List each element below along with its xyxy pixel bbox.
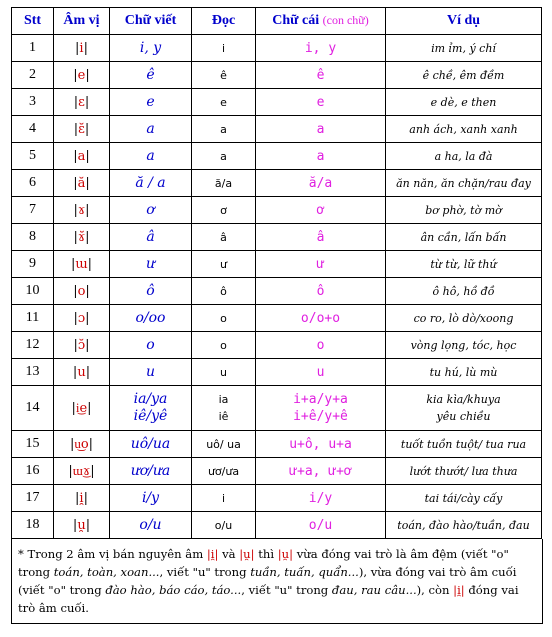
phoneme-symbol: i͜e: [75, 401, 88, 416]
header-chu-viet: Chữ viết: [110, 8, 192, 35]
cell-stt: 17: [12, 485, 54, 512]
cell-doc: [192, 251, 256, 278]
cell-vi-du: [386, 359, 542, 386]
cell-chu-cai: [256, 224, 386, 251]
cell-am-vi: [54, 251, 110, 278]
cell-doc-line: â: [220, 230, 227, 244]
table-row: [12, 305, 542, 332]
cell-chu-cai-line: i+a/y+a: [293, 392, 348, 407]
phoneme-symbol: i: [79, 40, 84, 56]
cell-chu-cai: [256, 278, 386, 305]
cell-vi-du-line: tu hú, lù mù: [429, 365, 498, 379]
bar-right: |: [85, 310, 90, 326]
cell-chu-cai: [256, 359, 386, 386]
cell-chu-cai-line: o/u: [308, 517, 333, 533]
cell-chu-viet-line: o/u: [139, 516, 162, 533]
bar-right: |: [88, 437, 94, 452]
note-symbol-2: |u̯|: [239, 547, 255, 561]
table-row: [12, 143, 542, 170]
cell-vi-du-line: bơ phờ, tờ mờ: [425, 203, 502, 217]
cell-am-vi: [54, 116, 110, 143]
header-am-vi: Âm vị: [54, 8, 110, 35]
cell-doc: [192, 386, 256, 431]
cell-am-vi: [54, 512, 110, 539]
phoneme-symbol: ă: [77, 175, 86, 191]
cell-chu-cai-line: o: [316, 337, 325, 353]
bar-left: |: [73, 202, 78, 218]
bar-left: |: [75, 490, 80, 506]
cell-am-vi: [54, 305, 110, 332]
header-stt: Stt: [12, 8, 54, 35]
cell-chu-viet-line: â: [146, 228, 155, 245]
cell-stt: 7: [12, 197, 54, 224]
cell-chu-viet-line: ô: [146, 282, 155, 299]
bar-left: |: [69, 437, 75, 452]
cell-am-vi: [54, 224, 110, 251]
bar-right: |: [85, 337, 90, 353]
bar-left: |: [72, 364, 78, 380]
bar-right: |: [83, 40, 88, 56]
cell-vi-du: [386, 224, 542, 251]
cell-doc: [192, 512, 256, 539]
note-example-2: tuần, tuấn, quẩn...: [250, 565, 359, 579]
cell-doc: [192, 170, 256, 197]
cell-vi-du: [386, 251, 542, 278]
cell-chu-viet-line: i, y: [139, 39, 162, 56]
cell-doc-line: ư: [220, 257, 227, 271]
phoneme-symbol: i̯: [79, 490, 84, 506]
cell-doc-line: a: [220, 122, 227, 136]
cell-am-vi: [54, 197, 110, 224]
cell-chu-viet: [110, 143, 192, 170]
header-row: [12, 8, 542, 35]
bar-left: |: [73, 229, 78, 245]
note-symbol-4: |i̯|: [453, 583, 465, 597]
table-row: [12, 512, 542, 539]
header-chu-cai: [256, 8, 386, 35]
cell-chu-viet: [110, 224, 192, 251]
cell-chu-viet: [110, 359, 192, 386]
cell-doc-line: o: [220, 338, 227, 352]
header-chu-cai-label: Chữ cái: [272, 13, 320, 28]
cell-chu-viet-line: a: [146, 120, 155, 137]
cell-vi-du: [386, 512, 542, 539]
cell-vi-du-line: vòng lọng, tóc, học: [410, 338, 517, 352]
cell-vi-du-line: tuốt tuồn tuột/ tua rua: [400, 437, 527, 451]
cell-chu-cai-line: ơ: [316, 202, 325, 218]
cell-chu-viet-line: iê/yê: [133, 408, 168, 424]
cell-chu-cai-line: u+ô, u+a: [289, 436, 352, 452]
table-row: [12, 359, 542, 386]
cell-chu-viet: [110, 278, 192, 305]
cell-chu-cai-line: ư+a, ư+ơ: [289, 463, 352, 479]
bar-right: |: [85, 364, 91, 380]
cell-chu-viet-line: ê: [146, 66, 155, 83]
cell-chu-viet: [110, 116, 192, 143]
bar-left: |: [73, 337, 78, 353]
cell-vi-du-line: co ro, lò dò/xoong: [413, 311, 514, 325]
cell-chu-cai-line: i, y: [304, 40, 337, 56]
cell-chu-cai: [256, 62, 386, 89]
cell-vi-du: [386, 458, 542, 485]
cell-vi-du-line: a ha, la đà: [434, 149, 493, 163]
table-row: [12, 62, 542, 89]
cell-chu-cai-line: i+ê/y+ê: [293, 409, 348, 424]
cell-chu-viet: [110, 458, 192, 485]
phoneme-symbol: e: [77, 67, 86, 83]
cell-am-vi: [54, 386, 110, 431]
cell-stt: 8: [12, 224, 54, 251]
cell-chu-viet: [110, 251, 192, 278]
cell-chu-cai-line: o/o+o: [300, 310, 341, 326]
cell-doc-line: ia: [218, 393, 229, 406]
phoneme-symbol: u: [77, 364, 86, 380]
cell-doc-line: ơ: [220, 203, 227, 217]
cell-vi-du-line: ân cần, lấn bấn: [420, 230, 507, 244]
cell-doc: [192, 458, 256, 485]
cell-chu-viet-line: ia/ya: [133, 391, 168, 407]
bar-left: |: [73, 175, 78, 191]
cell-chu-viet: [110, 89, 192, 116]
footnote: [11, 539, 543, 624]
cell-vi-du: [386, 431, 542, 458]
cell-chu-viet-line: o/oo: [135, 309, 166, 326]
cell-stt: 14: [12, 386, 54, 431]
bar-right: |: [85, 67, 90, 83]
cell-am-vi: [54, 170, 110, 197]
table-row: [12, 485, 542, 512]
cell-chu-cai: [256, 332, 386, 359]
header-doc: Đọc: [192, 8, 256, 35]
cell-chu-cai-line: u: [316, 364, 325, 380]
cell-chu-cai: [256, 197, 386, 224]
cell-doc: [192, 431, 256, 458]
table-row: [12, 251, 542, 278]
table-row: [12, 170, 542, 197]
cell-doc: [192, 62, 256, 89]
cell-vi-du-line: yêu chiều: [436, 410, 491, 423]
cell-chu-cai: [256, 170, 386, 197]
cell-am-vi: [54, 143, 110, 170]
bar-right: |: [85, 229, 90, 245]
cell-doc-line: ă/a: [214, 176, 233, 190]
cell-chu-cai: [256, 458, 386, 485]
cell-chu-cai-line: a: [316, 148, 325, 164]
cell-chu-viet-line: o: [146, 336, 155, 353]
phoneme-symbol: ɯ: [75, 256, 88, 272]
cell-vi-du-line: ê chề, êm đềm: [422, 68, 505, 82]
cell-vi-du: [386, 143, 542, 170]
cell-doc: [192, 143, 256, 170]
cell-vi-du: [386, 89, 542, 116]
phoneme-symbol: o: [77, 283, 86, 299]
bar-right: |: [85, 202, 90, 218]
cell-doc-line: i: [221, 41, 226, 55]
table-row: [12, 458, 542, 485]
phoneme-symbol: u̯: [77, 517, 86, 533]
note-symbol-1: |i̯|: [206, 547, 219, 561]
phoneme-symbol: ɛ̆: [78, 121, 85, 137]
phoneme-symbol: ɤ: [77, 202, 86, 218]
cell-doc: [192, 197, 256, 224]
table-row: [12, 224, 542, 251]
table-row: [12, 431, 542, 458]
cell-chu-cai: [256, 485, 386, 512]
cell-chu-viet-line: ư: [145, 255, 156, 272]
cell-doc-line: o/u: [214, 518, 233, 532]
cell-chu-viet-line: e: [146, 93, 155, 110]
cell-chu-viet: [110, 431, 192, 458]
cell-doc-line: u: [220, 365, 227, 379]
bar-left: |: [70, 256, 76, 272]
cell-vi-du-line: từ từ, lữ thứ: [430, 257, 497, 271]
table-row: [12, 197, 542, 224]
vowel-phoneme-table: [11, 7, 542, 539]
cell-chu-cai-line: e: [316, 94, 325, 110]
cell-doc: [192, 359, 256, 386]
cell-stt: 16: [12, 458, 54, 485]
bar-right: |: [87, 401, 92, 416]
cell-doc: [192, 35, 256, 62]
cell-stt: 2: [12, 62, 54, 89]
cell-doc-line: ê: [220, 68, 227, 82]
note-text-8: ), còn: [416, 583, 454, 597]
cell-doc: [192, 332, 256, 359]
cell-stt: 5: [12, 143, 54, 170]
cell-chu-viet: [110, 485, 192, 512]
header-vi-du: Ví dụ: [386, 8, 542, 35]
cell-am-vi: [54, 458, 110, 485]
cell-chu-cai: [256, 251, 386, 278]
cell-doc: [192, 485, 256, 512]
cell-vi-du-line: ô hô, hồ đồ: [432, 284, 495, 298]
table-body: [12, 35, 542, 539]
cell-chu-cai: [256, 116, 386, 143]
cell-am-vi: [54, 62, 110, 89]
cell-stt: 4: [12, 116, 54, 143]
cell-chu-cai: [256, 431, 386, 458]
phoneme-symbol: u͜o: [74, 437, 89, 452]
bar-left: |: [72, 517, 78, 533]
cell-chu-viet: [110, 170, 192, 197]
cell-vi-du: [386, 116, 542, 143]
bar-right: |: [90, 464, 95, 479]
cell-stt: 18: [12, 512, 54, 539]
table-row: [12, 35, 542, 62]
bar-left: |: [71, 401, 76, 416]
cell-am-vi: [54, 89, 110, 116]
cell-vi-du: [386, 35, 542, 62]
cell-am-vi: [54, 431, 110, 458]
cell-chu-viet: [110, 197, 192, 224]
cell-chu-viet-line: uô/ua: [130, 435, 171, 452]
note-text-2: và: [218, 547, 240, 561]
cell-chu-viet: [110, 62, 192, 89]
cell-doc-line: uô/ ua: [206, 437, 241, 451]
cell-am-vi: [54, 278, 110, 305]
phoneme-symbol: a: [77, 148, 86, 164]
bar-right: |: [84, 121, 90, 137]
cell-stt: 9: [12, 251, 54, 278]
cell-vi-du-line: anh ách, xanh xanh: [409, 122, 518, 136]
note-text-4: vừa đóng vai trò là âm đệm (viết "o" trong: [18, 547, 509, 579]
cell-vi-du: [386, 332, 542, 359]
table-row: [12, 332, 542, 359]
bar-right: |: [85, 517, 91, 533]
cell-vi-du-line: tai tái/cày cấy: [424, 491, 503, 505]
note-symbol-3: |u̯|: [277, 547, 294, 561]
cell-chu-viet: [110, 386, 192, 431]
cell-chu-viet-line: u: [145, 363, 156, 380]
cell-chu-viet: [110, 35, 192, 62]
bar-left: |: [68, 464, 73, 479]
cell-stt: 15: [12, 431, 54, 458]
cell-am-vi: [54, 485, 110, 512]
cell-am-vi: [54, 35, 110, 62]
cell-vi-du-line: toán, đào hào/tuần, đau: [397, 518, 530, 532]
bar-right: |: [83, 490, 88, 506]
cell-doc: [192, 305, 256, 332]
bar-right: |: [85, 283, 90, 299]
table-row: [12, 278, 542, 305]
cell-vi-du: [386, 197, 542, 224]
cell-vi-du-line: lướt thướt/ lưa thưa: [409, 464, 518, 478]
table-row: [12, 386, 542, 431]
cell-chu-viet-line: ươ/ưa: [130, 462, 171, 479]
cell-chu-cai: [256, 143, 386, 170]
table-row: [12, 116, 542, 143]
bar-left: |: [73, 283, 78, 299]
cell-vi-du-line: ăn năn, ăn chặn/rau đay: [396, 176, 531, 190]
cell-chu-viet: [110, 512, 192, 539]
cell-chu-cai: [256, 89, 386, 116]
cell-chu-viet-line: i/y: [141, 489, 160, 506]
note-example-4: đau, rau câu...: [331, 583, 417, 597]
cell-chu-viet: [110, 305, 192, 332]
note-example-3: đào hào, báo cáo, táo...: [105, 583, 242, 597]
cell-am-vi: [54, 332, 110, 359]
cell-doc: [192, 224, 256, 251]
bar-left: |: [73, 67, 78, 83]
cell-vi-du: [386, 62, 542, 89]
bar-left: |: [73, 121, 79, 137]
table-row: [12, 89, 542, 116]
cell-chu-viet: [110, 332, 192, 359]
note-text-6: ), vừa đóng vai trò âm cuối (viết "o" trong: [18, 565, 517, 597]
phoneme-symbol: ɔ̆: [77, 337, 86, 353]
cell-stt: 13: [12, 359, 54, 386]
note-text-3: thì: [254, 547, 278, 561]
bar-left: |: [73, 148, 78, 164]
note-text-9: đóng vai trò âm cuối.: [18, 583, 519, 615]
cell-chu-cai: [256, 35, 386, 62]
cell-vi-du-line: e dè, e then: [430, 95, 497, 109]
phoneme-symbol: ɔ: [77, 310, 86, 326]
cell-doc: [192, 89, 256, 116]
note-text-7: , viết "u" trong: [241, 583, 332, 597]
note-example-1: toán, toàn, xoan...: [53, 565, 160, 579]
bar-right: |: [85, 175, 90, 191]
cell-doc-line: i: [221, 491, 226, 505]
cell-chu-viet-line: ă / a: [135, 174, 166, 191]
cell-am-vi: [54, 359, 110, 386]
cell-chu-cai: [256, 386, 386, 431]
header-chu-cai-note: (con chữ): [322, 13, 369, 27]
bar-left: |: [73, 94, 79, 110]
phoneme-symbol: ɛ: [78, 94, 85, 110]
cell-doc: [192, 116, 256, 143]
note-text-1: * Trong 2 âm vị bán nguyên âm: [18, 547, 207, 561]
cell-stt: 10: [12, 278, 54, 305]
cell-stt: 6: [12, 170, 54, 197]
cell-doc-line: iê: [218, 410, 229, 423]
cell-chu-cai-line: i/y: [308, 490, 333, 506]
cell-stt: 1: [12, 35, 54, 62]
cell-vi-du: [386, 170, 542, 197]
cell-chu-cai: [256, 305, 386, 332]
cell-stt: 3: [12, 89, 54, 116]
cell-chu-cai-line: ô: [316, 283, 325, 299]
cell-chu-cai-line: â: [316, 229, 325, 245]
cell-doc-line: o: [220, 311, 227, 325]
bar-right: |: [85, 148, 90, 164]
cell-doc-line: ô: [220, 284, 227, 298]
cell-chu-cai-line: a: [316, 121, 325, 137]
cell-vi-du: [386, 305, 542, 332]
cell-chu-cai-line: ê: [316, 67, 325, 83]
bar-left: |: [73, 310, 78, 326]
cell-chu-cai-line: ă/a: [308, 175, 333, 191]
cell-vi-du-line: im ỉm, ý chí: [431, 41, 496, 55]
cell-vi-du: [386, 485, 542, 512]
phoneme-table-container: [11, 7, 541, 624]
cell-vi-du-line: kia kìa/khuya: [426, 393, 501, 406]
cell-chu-cai: [256, 512, 386, 539]
bar-right: |: [84, 94, 90, 110]
cell-chu-cai-line: ư: [316, 256, 325, 272]
bar-right: |: [87, 256, 93, 272]
cell-vi-du: [386, 278, 542, 305]
note-text-5: , viết "u" trong: [159, 565, 251, 579]
cell-vi-du: [386, 386, 542, 431]
cell-doc-line: ươ/ưa: [207, 464, 240, 478]
phoneme-symbol: ɯ͜ɤ: [72, 464, 91, 479]
cell-doc-line: a: [220, 149, 227, 163]
cell-stt: 11: [12, 305, 54, 332]
cell-doc: [192, 278, 256, 305]
cell-chu-viet-line: ơ: [146, 201, 155, 218]
cell-chu-viet-line: a: [146, 147, 155, 164]
bar-left: |: [75, 40, 80, 56]
cell-stt: 12: [12, 332, 54, 359]
phoneme-symbol: ɤ̆: [77, 229, 86, 245]
cell-doc-line: e: [220, 95, 227, 109]
